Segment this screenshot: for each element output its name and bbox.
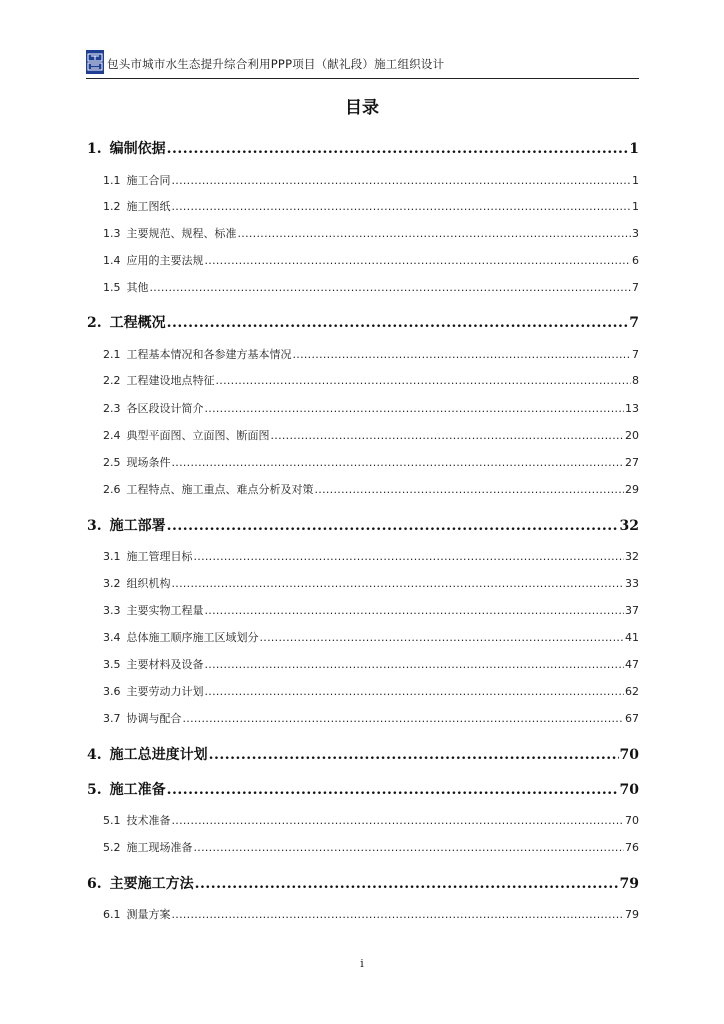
- toc-entry-number: 2.5: [103, 456, 121, 469]
- toc-entry-page: 7: [632, 281, 639, 294]
- toc-section-entry[interactable]: [103, 710, 639, 726]
- toc-entry-number: 3.1: [103, 550, 121, 563]
- toc-entry-label: 工程特点、施工重点、难点分析及对策: [126, 483, 314, 496]
- toc-entry-number: 1.1: [103, 174, 121, 187]
- toc-entry-label: 施工合同: [126, 174, 171, 187]
- toc-entry-page: 33: [625, 577, 639, 590]
- toc-entry-label: 典型平面图、立面图、断面图: [126, 429, 270, 442]
- toc-chapter-entry[interactable]: [87, 515, 639, 535]
- toc-entry-label: 主要规范、规程、标准: [126, 227, 237, 240]
- toc-entry-label: 施工准备: [109, 782, 166, 798]
- toc-dot-leader: [260, 631, 625, 644]
- toc-section-entry[interactable]: [103, 602, 639, 618]
- toc-dot-leader: [194, 841, 625, 854]
- page-number: i: [360, 957, 364, 970]
- toc-section-entry[interactable]: [103, 198, 639, 214]
- toc-dot-leader: [167, 782, 619, 798]
- toc-section-entry[interactable]: [103, 427, 639, 443]
- toc-entry-number: 1.2: [103, 200, 121, 213]
- toc-dot-leader: [205, 685, 625, 698]
- toc-entry-page: 76: [625, 841, 639, 854]
- toc-entry-label: 技术准备: [126, 814, 171, 827]
- toc-dot-leader: [315, 483, 625, 496]
- toc-dot-leader: [194, 550, 625, 563]
- toc-section-entry[interactable]: [103, 481, 639, 497]
- toc-entry-label: 主要材料及设备: [126, 658, 204, 671]
- toc-entry-number: 3.3: [103, 604, 121, 617]
- toc-entry-page: 32: [619, 518, 639, 534]
- toc-entry-page: 70: [619, 747, 639, 763]
- toc-entry-label: 总体施工顺序施工区域划分: [126, 631, 259, 644]
- toc-entry-page: 79: [625, 908, 639, 921]
- toc-entry-number: 3.4: [103, 631, 121, 644]
- toc-entry-number: 1.4: [103, 254, 121, 267]
- toc-entry-label: 主要劳动力计划: [126, 685, 204, 698]
- toc-dot-leader: [167, 141, 629, 157]
- toc-entry-number: 3.: [87, 518, 102, 534]
- toc-entry-number: 2.4: [103, 429, 121, 442]
- toc-section-entry[interactable]: [103, 225, 639, 241]
- toc-dot-leader: [271, 429, 625, 442]
- toc-dot-leader: [216, 374, 632, 387]
- toc-entry-number: 2.3: [103, 402, 121, 415]
- toc-entry-number: 3.6: [103, 685, 121, 698]
- toc-section-entry[interactable]: [103, 906, 639, 922]
- toc-dot-leader: [150, 281, 632, 294]
- toc-entry-label: 施工图纸: [126, 200, 171, 213]
- toc-entry-number: 2.6: [103, 483, 121, 496]
- toc-dot-leader: [183, 712, 625, 725]
- toc-section-entry[interactable]: [103, 372, 639, 388]
- toc-entry-number: 6.: [87, 876, 102, 892]
- toc-entry-number: 2.2: [103, 374, 121, 387]
- toc-section-entry[interactable]: [103, 683, 639, 699]
- toc-entry-page: 29: [625, 483, 639, 496]
- toc-dot-leader: [209, 747, 619, 763]
- toc-dot-leader: [172, 908, 625, 921]
- toc-chapter-entry[interactable]: [87, 312, 639, 332]
- toc-entry-label: 应用的主要法规: [126, 254, 204, 267]
- toc-dot-leader: [167, 518, 619, 534]
- toc-section-entry[interactable]: [103, 346, 639, 362]
- toc-section-entry[interactable]: [103, 400, 639, 416]
- toc-entry-page: 67: [625, 712, 639, 725]
- toc-entry-label: 主要实物工程量: [126, 604, 204, 617]
- toc-entry-number: 5.2: [103, 841, 121, 854]
- toc-dot-leader: [172, 456, 625, 469]
- toc-entry-number: 5.: [87, 782, 102, 798]
- toc-entry-label: 工程建设地点特征: [126, 374, 215, 387]
- toc-section-entry[interactable]: [103, 812, 639, 828]
- toc-section-entry[interactable]: [103, 454, 639, 470]
- toc-entry-page: 79: [619, 876, 639, 892]
- toc-entry-number: 3.7: [103, 712, 121, 725]
- toc-entry-page: 13: [625, 402, 639, 415]
- document-header-title: 包头市城市水生态提升综合利用PPP项目（献礼段）施工组织设计: [107, 57, 445, 71]
- toc-entry-number: 3.2: [103, 577, 121, 590]
- toc-entry-page: 7: [632, 348, 639, 361]
- toc-entry-page: 62: [625, 685, 639, 698]
- toc-entry-page: 3: [632, 227, 639, 240]
- toc-dot-leader: [293, 348, 632, 361]
- toc-entry-label: 组织机构: [126, 577, 171, 590]
- toc-section-entry[interactable]: [103, 279, 639, 295]
- toc-entry-page: 27: [625, 456, 639, 469]
- toc-entry-label: 工程概况: [109, 315, 166, 331]
- toc-entry-page: 20: [625, 429, 639, 442]
- toc-dot-leader: [238, 227, 632, 240]
- toc-entry-page: 32: [625, 550, 639, 563]
- toc-entry-label: 现场条件: [126, 456, 171, 469]
- toc-entry-page: 1: [629, 141, 639, 157]
- toc-dot-leader: [205, 402, 625, 415]
- toc-entry-page: 70: [619, 782, 639, 798]
- toc-entry-page: 8: [632, 374, 639, 387]
- toc-entry-label: 施工部署: [109, 518, 166, 534]
- page-title: 目录: [345, 98, 379, 118]
- toc-entry-label: 其他: [126, 281, 149, 294]
- toc-section-entry[interactable]: [103, 575, 639, 591]
- toc-entry-label: 各区段设计简介: [126, 402, 204, 415]
- toc-entry-page: 1: [632, 174, 639, 187]
- toc-entry-page: 37: [625, 604, 639, 617]
- toc-entry-number: 1.3: [103, 227, 121, 240]
- toc-dot-leader: [172, 814, 625, 827]
- toc-entry-label: 主要施工方法: [109, 876, 194, 892]
- toc-section-entry[interactable]: [103, 172, 639, 188]
- toc-entry-page: 1: [632, 200, 639, 213]
- toc-dot-leader: [167, 315, 629, 331]
- toc-dot-leader: [205, 658, 625, 671]
- toc-section-entry[interactable]: [103, 839, 639, 855]
- toc-dot-leader: [195, 876, 619, 892]
- toc-entry-label: 施工总进度计划: [109, 747, 208, 763]
- toc-entry-label: 协调与配合: [126, 712, 182, 725]
- toc-entry-number: 2.1: [103, 348, 121, 361]
- toc-entry-number: 1.5: [103, 281, 121, 294]
- toc-section-entry[interactable]: [103, 656, 639, 672]
- toc-entry-number: 1.: [87, 141, 102, 157]
- toc-entry-number: 4.: [87, 747, 102, 763]
- toc-entry-page: 6: [632, 254, 639, 267]
- toc-chapter-entry[interactable]: [87, 744, 639, 764]
- toc-dot-leader: [172, 577, 625, 590]
- toc-chapter-entry[interactable]: [87, 779, 639, 799]
- toc-section-entry[interactable]: [103, 252, 639, 268]
- toc-entry-page: 70: [625, 814, 639, 827]
- toc-dot-leader: [172, 174, 632, 187]
- toc-section-entry[interactable]: [103, 548, 639, 564]
- toc-entry-number: 5.1: [103, 814, 121, 827]
- toc-dot-leader: [205, 604, 625, 617]
- toc-entry-page: 41: [625, 631, 639, 644]
- toc-entry-number: 3.5: [103, 658, 121, 671]
- toc-entry-page: 47: [625, 658, 639, 671]
- toc-section-entry[interactable]: [103, 629, 639, 645]
- toc-entry-label: 编制依据: [109, 141, 166, 157]
- toc-entry-label: 施工现场准备: [126, 841, 193, 854]
- toc-entry-number: 6.1: [103, 908, 121, 921]
- toc-dot-leader: [205, 254, 632, 267]
- toc-entry-label: 施工管理目标: [126, 550, 193, 563]
- toc-entry-number: 2.: [87, 315, 102, 331]
- toc-entry-page: 7: [629, 315, 639, 331]
- toc-entry-label: 测量方案: [126, 908, 171, 921]
- toc-entry-label: 工程基本情况和各参建方基本情况: [126, 348, 292, 361]
- toc-chapter-entry[interactable]: [87, 138, 639, 158]
- toc-dot-leader: [172, 200, 632, 213]
- toc-chapter-entry[interactable]: [87, 873, 639, 893]
